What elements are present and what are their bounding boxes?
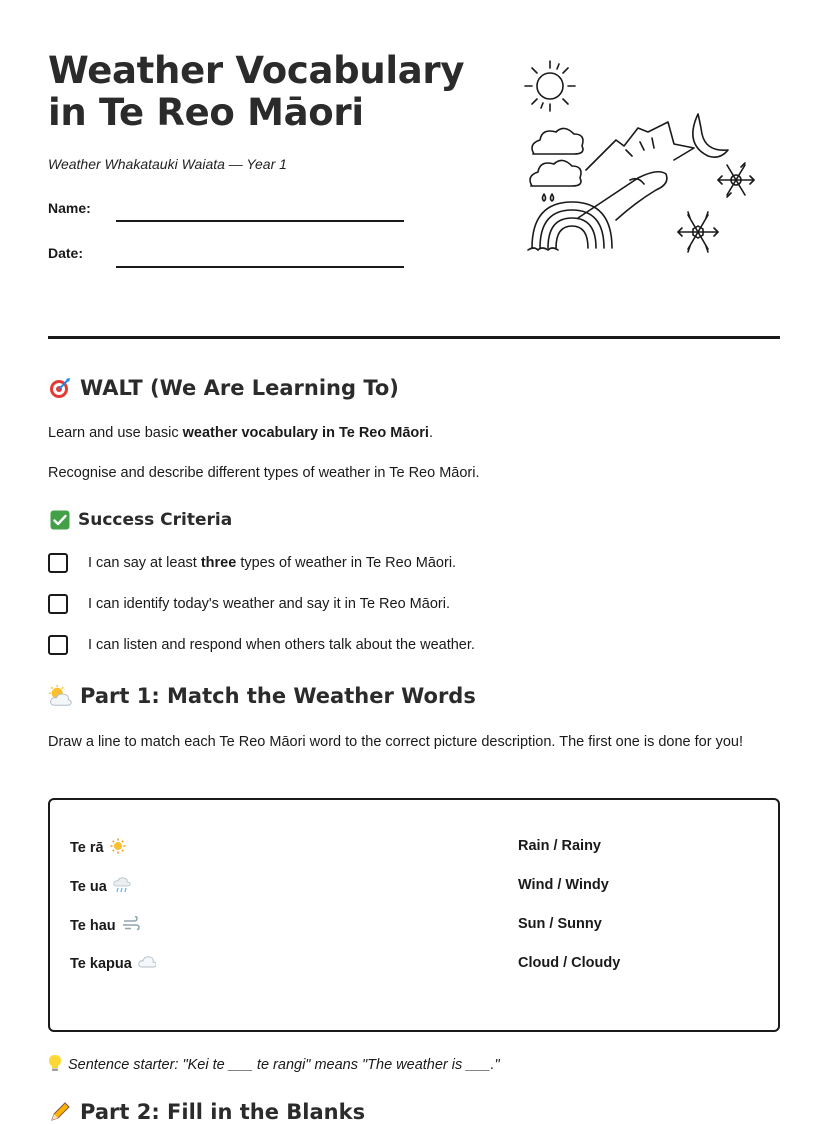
mountain-drawing: [586, 122, 694, 170]
match-description-item[interactable]: Rain / Rainy: [518, 838, 601, 854]
match-word: Te ua: [70, 878, 107, 895]
part1-heading-text: Part 1: Match the Weather Words: [80, 684, 476, 708]
criteria-item: [48, 553, 456, 573]
criteria-text: [88, 555, 456, 571]
walt-line-1-text: Learn and use basic: [48, 425, 183, 441]
match-word-item[interactable]: [70, 955, 156, 972]
walt-line-1-end: .: [428, 425, 433, 441]
pencil-icon: [48, 1100, 72, 1124]
walt-line-1: [48, 421, 778, 446]
part2-heading-text: Part 2: Fill in the Blanks: [80, 1100, 366, 1124]
cloud-icon: [138, 955, 156, 972]
part1-instructions: Draw a line to match each Te Reo Māori word to the correct picture description. The first one is done for you!: [48, 734, 743, 750]
criteria-item: [48, 594, 450, 614]
criteria-item: [48, 635, 475, 655]
wind-icon: [122, 916, 140, 935]
page-title: Weather Vocabulary in Te Reo Māori: [48, 49, 465, 134]
cloud-drawing: [532, 128, 583, 154]
success-criteria-heading-text: Success Criteria: [78, 510, 233, 530]
criteria-text-part: I can say at least: [88, 555, 201, 571]
light-bulb-icon: [48, 1054, 62, 1076]
moon-drawing: [693, 114, 728, 157]
part2-heading: [48, 1100, 365, 1124]
walt-line-1-bold: weather vocabulary in Te Reo Māori: [182, 425, 429, 441]
weather-illustration: [522, 58, 762, 263]
criteria-checkbox[interactable]: [48, 635, 68, 655]
match-word-item[interactable]: [70, 838, 126, 857]
criteria-text: I can listen and respond when others talk about the weather.: [88, 637, 475, 653]
criteria-checkbox[interactable]: [48, 553, 68, 573]
match-word-item[interactable]: [70, 877, 131, 896]
match-word-item[interactable]: [70, 916, 140, 935]
match-word: Te kapua: [70, 955, 132, 972]
walt-heading: [48, 376, 399, 400]
criteria-text-part: types of weather in Te Reo Māori.: [236, 555, 457, 571]
part1-heading: [48, 684, 476, 708]
sentence-starter: [48, 1054, 500, 1076]
section-divider: [48, 336, 780, 339]
date-input-line[interactable]: [116, 266, 404, 268]
name-label: Name:: [48, 200, 91, 216]
criteria-text: I can identify today's weather and say it in Te Reo Māori.: [88, 596, 450, 612]
name-input-line[interactable]: [116, 220, 404, 222]
criteria-text-bold: three: [200, 555, 237, 571]
walt-line-2: Recognise and describe different types of weather in Te Reo Māori.: [48, 465, 480, 481]
match-description-item[interactable]: Sun / Sunny: [518, 916, 602, 932]
matching-activity-box: [48, 798, 780, 1032]
success-criteria-heading: [48, 508, 232, 532]
match-description-item[interactable]: Cloud / Cloudy: [518, 955, 621, 971]
date-label: Date:: [48, 245, 84, 261]
target-dart-icon: [48, 376, 72, 400]
snowflake-drawing: [718, 163, 754, 197]
sentence-starter-text: Sentence starter: "Kei te ___ te rangi" means "The weather is ___.": [68, 1057, 500, 1073]
match-description-item[interactable]: Wind / Windy: [518, 877, 609, 893]
walt-heading-text: WALT (We Are Learning To): [80, 376, 399, 400]
snowflake-drawing: [678, 212, 718, 252]
match-word: Te rā: [70, 839, 104, 856]
rain-cloud-drawing: [530, 160, 581, 186]
sun-drawing: [525, 61, 575, 111]
rain-cloud-icon: [113, 877, 131, 896]
match-word: Te hau: [70, 917, 116, 934]
criteria-checkbox[interactable]: [48, 594, 68, 614]
check-mark-button-icon: [48, 508, 72, 532]
worksheet-subtitle: Weather Whakatauki Waiata — Year 1: [48, 156, 287, 172]
sun-behind-cloud-icon: [48, 684, 72, 708]
sun-icon: [110, 838, 126, 857]
